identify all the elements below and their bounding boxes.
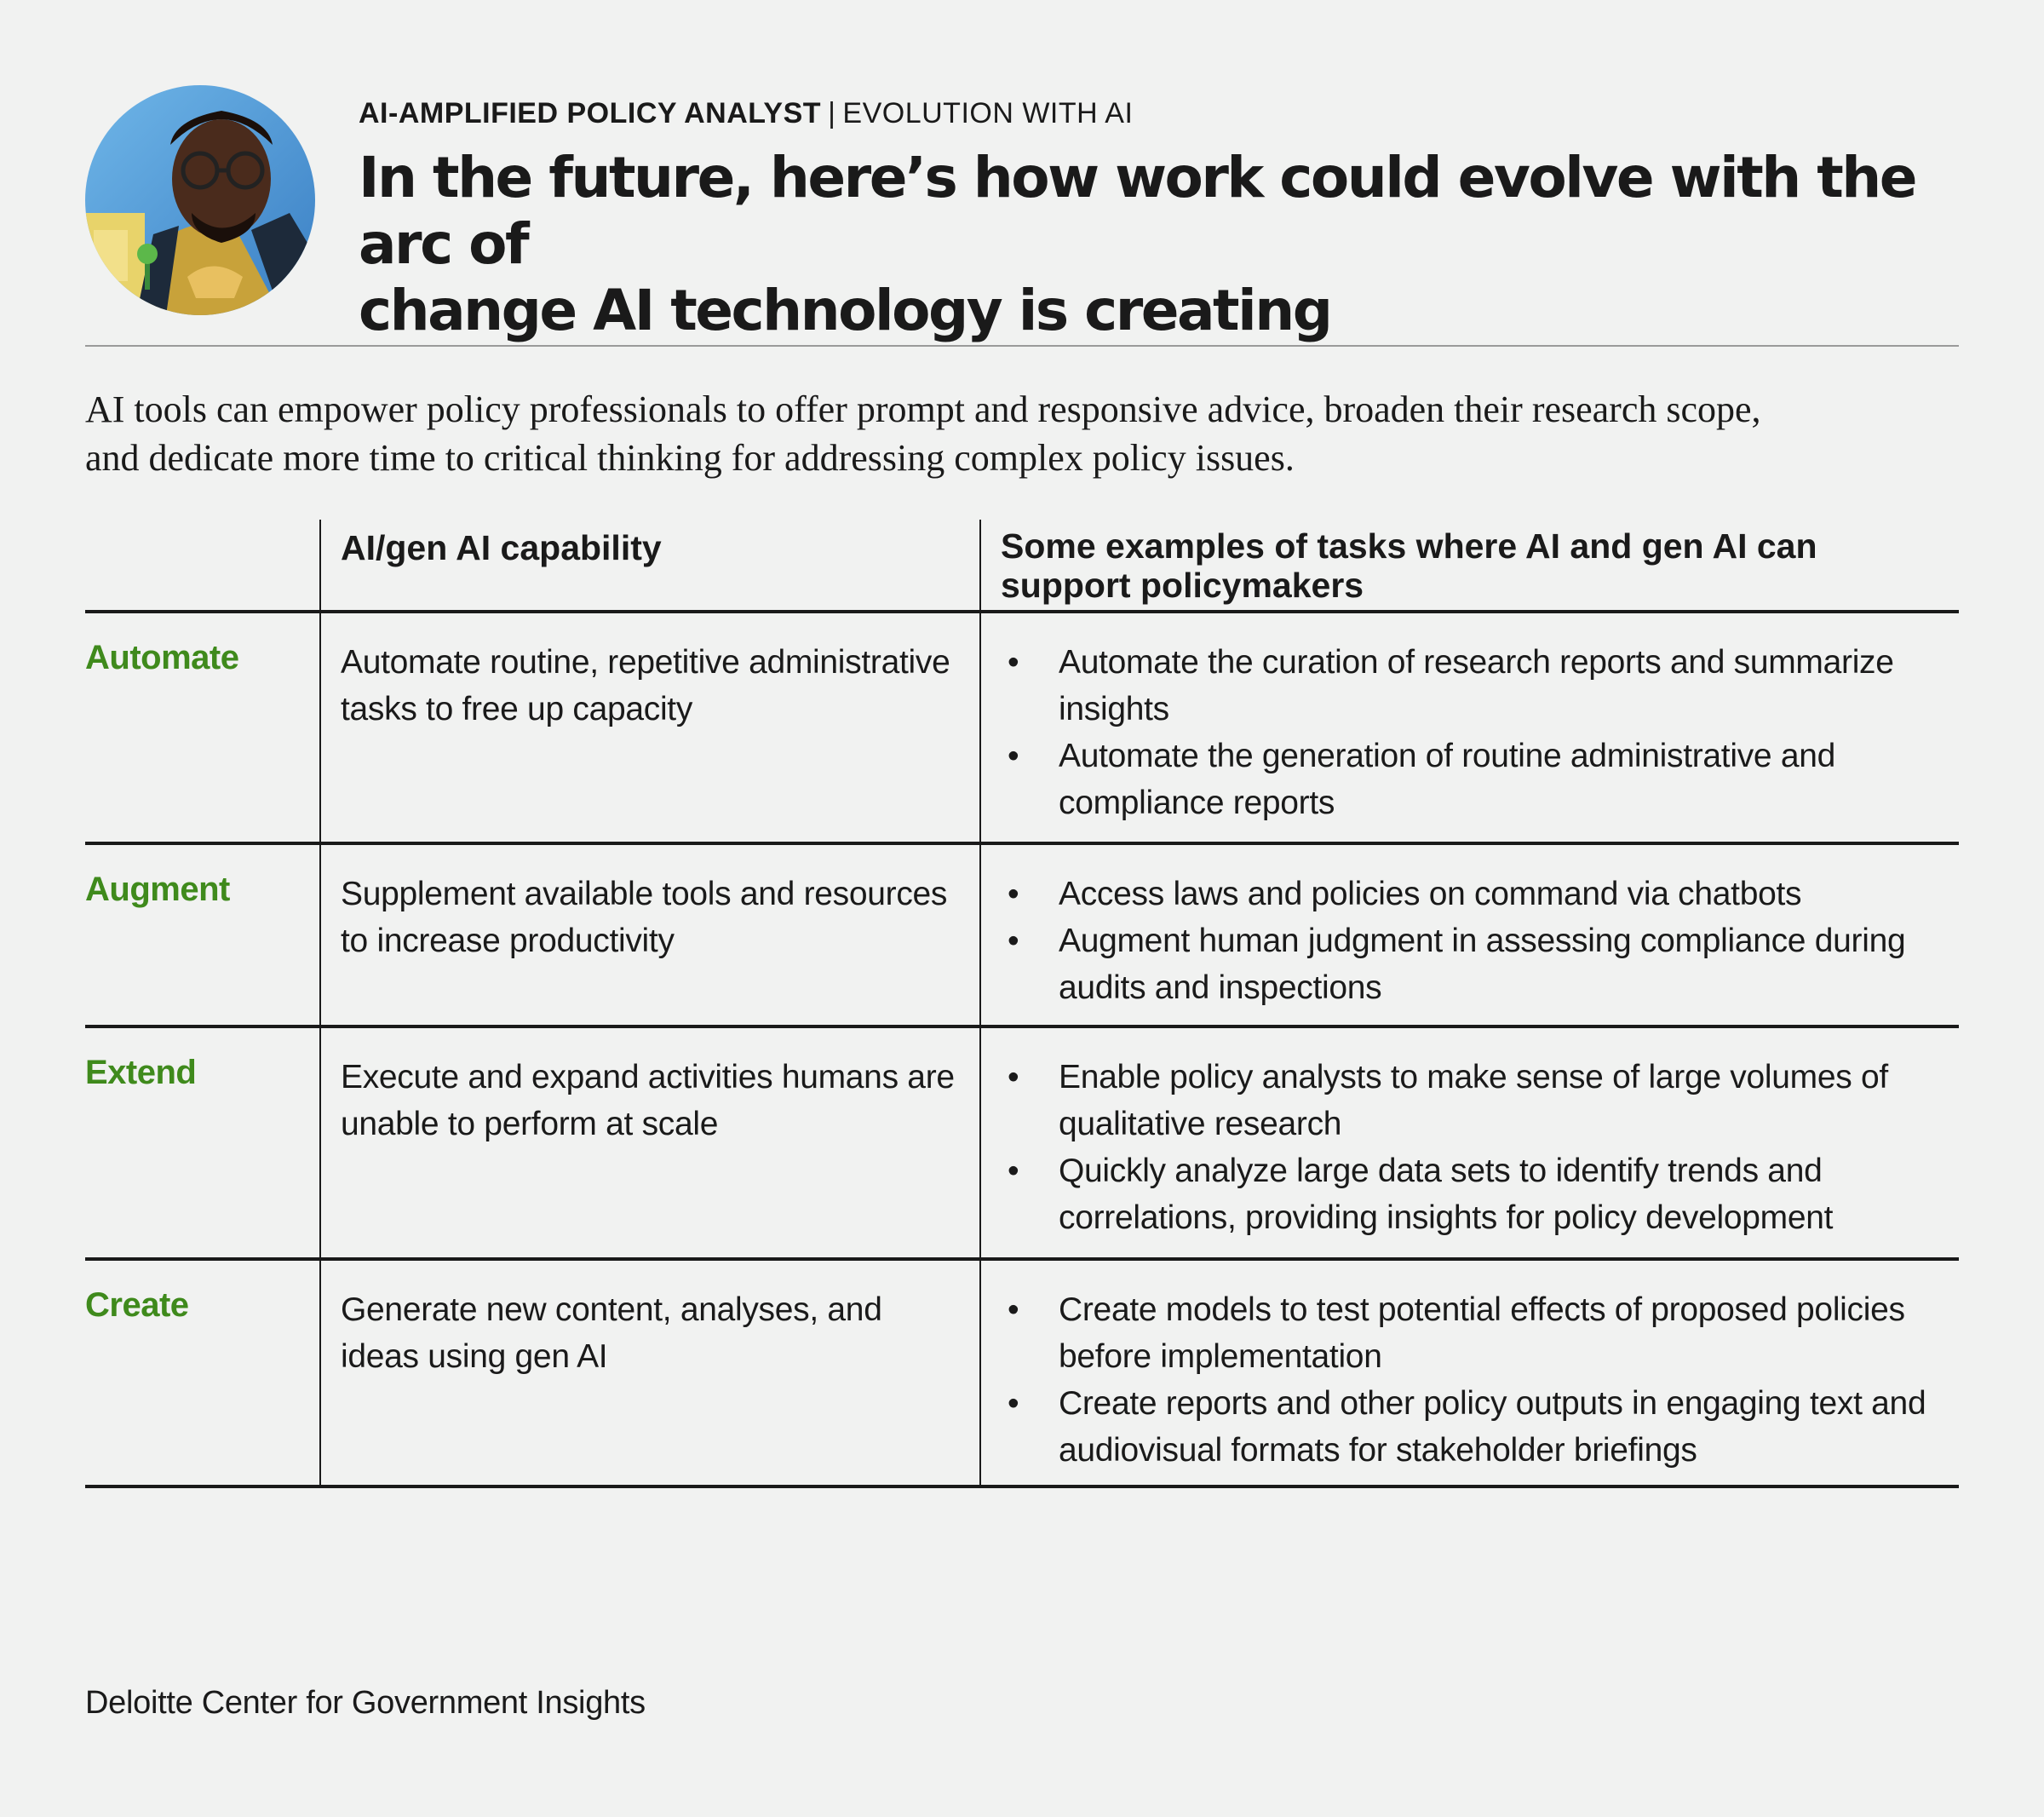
list-item <box>1001 917 1946 1011</box>
page-title-line-1: In the future, here’s how work could evolve with the arc of <box>359 145 1916 277</box>
examples-list <box>1001 871 1946 1011</box>
column-header-examples-line-2: support policymakers <box>1001 566 1364 605</box>
table-row-create <box>85 1261 1959 1488</box>
table-row-augment <box>85 845 1959 1028</box>
bullet-icon: • <box>1008 1385 1019 1422</box>
row-label: Create <box>85 1286 189 1324</box>
bullet-icon: • <box>1008 1153 1019 1189</box>
intro-paragraph <box>85 385 1976 482</box>
bullet-icon: • <box>1008 923 1019 959</box>
kicker <box>359 97 1133 130</box>
bullet-icon: • <box>1008 1059 1019 1095</box>
examples-list <box>1001 1054 1946 1241</box>
list-item <box>1001 1147 1946 1241</box>
bullet-icon: • <box>1008 738 1019 774</box>
example-text: Access laws and policies on command via chatbots <box>1059 876 1802 912</box>
bullet-icon: • <box>1008 644 1019 681</box>
example-text: Create models to test potential effects of proposed policies before implementation <box>1059 1291 1905 1375</box>
example-text: Automate the curation of research reports and summarize insights <box>1059 644 1894 727</box>
capability-text: Supplement available tools and resources to increase productivity <box>341 876 948 959</box>
list-item <box>1001 639 1946 733</box>
kicker-separator: | <box>828 97 836 129</box>
list-item <box>1001 1380 1946 1474</box>
bullet-icon: • <box>1008 1291 1019 1328</box>
capability-text: Automate routine, repetitive administrative tasks to free up capacity <box>341 644 950 727</box>
page-title <box>359 145 1977 344</box>
example-text: Enable policy analysts to make sense of large volumes of qualitative research <box>1059 1059 1888 1142</box>
page-title-line-2: change AI technology is creating <box>359 278 1331 343</box>
column-header-examples <box>1001 526 1938 605</box>
list-item <box>1001 1054 1946 1147</box>
source-footer: Deloitte Center for Government Insights <box>85 1685 646 1721</box>
example-text: Automate the generation of routine administrative and compliance reports <box>1059 738 1836 821</box>
table-row-extend <box>85 1028 1959 1261</box>
bullet-icon: • <box>1008 876 1019 912</box>
intro-line-1: AI tools can empower policy professionals to offer prompt and responsive advice, broaden their research scope, <box>85 388 1761 430</box>
table-header <box>85 520 1959 613</box>
analyst-portrait <box>85 85 315 315</box>
example-text: Augment human judgment in assessing compliance during audits and inspections <box>1059 923 1906 1006</box>
capability-text: Generate new content, analyses, and ideas using gen AI <box>341 1291 882 1375</box>
table-row-automate <box>85 613 1959 845</box>
examples-list <box>1001 639 1946 826</box>
column-header-capability: AI/gen AI capability <box>341 528 662 567</box>
examples-list <box>1001 1286 1946 1474</box>
row-label: Automate <box>85 639 239 676</box>
capability-text: Execute and expand activities humans are unable to perform at scale <box>341 1059 955 1142</box>
row-label: Extend <box>85 1054 197 1091</box>
list-item <box>1001 871 1946 917</box>
example-text: Quickly analyze large data sets to identify trends and correlations, providing insights for policy development <box>1059 1153 1834 1236</box>
column-header-examples-line-1: Some examples of tasks where AI and gen AI can <box>1001 526 1817 566</box>
person-portrait-icon <box>85 85 315 315</box>
row-label: Augment <box>85 871 230 908</box>
list-item <box>1001 733 1946 826</box>
kicker-topic: EVOLUTION WITH AI <box>842 97 1134 129</box>
header-divider <box>85 345 1959 347</box>
list-item <box>1001 1286 1946 1380</box>
intro-line-2: and dedicate more time to critical thinking for addressing complex policy issues. <box>85 437 1295 479</box>
example-text: Create reports and other policy outputs in engaging text and audiovisual formats for stakeholder briefings <box>1059 1385 1926 1469</box>
kicker-role: AI-AMPLIFIED POLICY ANALYST <box>359 97 822 129</box>
